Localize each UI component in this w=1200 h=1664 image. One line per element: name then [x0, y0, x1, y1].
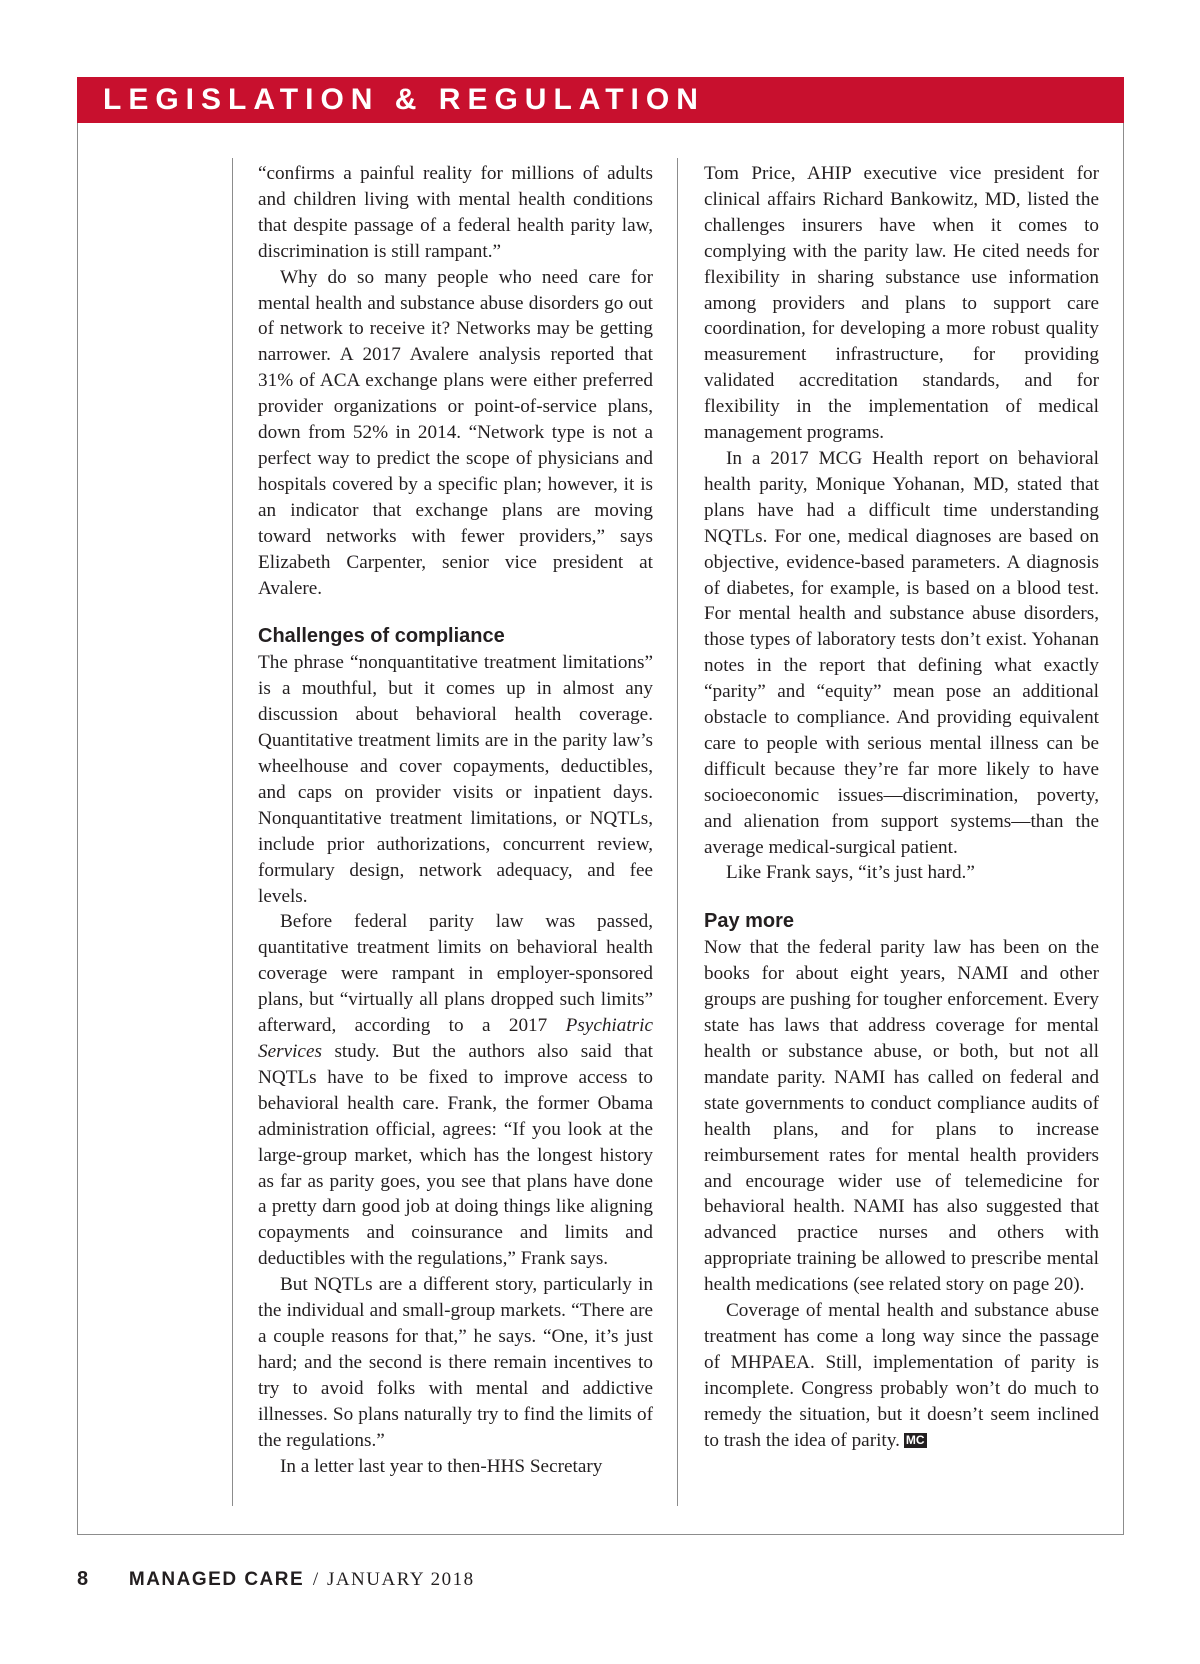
paragraph: Tom Price, AHIP executive vice president for clinical affairs Richard Bankowitz, MD, listed the challenges insurers have when it comes to complying with the parity law. He cited needs for flexibility in sharing substance use information among providers and plans to support care coordination, for developing a more robust quality measurement infrastructure, for providing validated accreditation standards, and for flexibility in the implementation of medical management programs. — [704, 163, 1099, 444]
page-number: 8 — [77, 1568, 89, 1590]
publication-name: MANAGED CARE — [128, 1569, 305, 1590]
paragraph: But NQTLs are a different story, particularly in the individual and small-group markets. “There are a couple reasons for that,” he says. “One, it’s just hard; and the second is there remain incentives to try to avoid folks with mental and addictive illnesses. So plans naturally try to find the limits of the regulations.” — [258, 1274, 653, 1451]
end-of-article-mark: MC — [905, 1432, 925, 1447]
subheading-challenges-of-compliance: Challenges of compliance — [258, 625, 505, 648]
page-footer — [77, 1566, 475, 1592]
issue-date: JANUARY 2018 — [326, 1569, 475, 1590]
column-rule-middle — [677, 158, 678, 1506]
article-column-left — [258, 161, 653, 1479]
footer-separator: / — [312, 1569, 319, 1590]
paragraph: In a 2017 MCG Health report on behavioral health parity, Monique Yohanan, MD, stated that plans have had a difficult time understanding NQTLs. For one, medical diagnoses are based on objective, evidence-based parameters. A diagnosis of diabetes, for example, is based on a blood test. For mental health and substance abuse disorders, those types of laboratory tests don’t exist. Yohanan notes in the report that defining what exactly “parity” and “equity” mean pose an additional obstacle to compliance. And providing equivalent care to people with serious mental illness can be difficult because they’re far more likely to have socioeconomic issues—discrimination, poverty, and alienation from support systems—than the average medical-surgical patient. — [704, 447, 1099, 858]
paragraph: Now that the federal parity law has been on the books for about eight years, NAMI and other groups are pushing for tougher enforcement. Every state has laws that address coverage for mental health or substance abuse, or both, but not all mandate parity. NAMI has called on federal and state governments to conduct compliance audits of health plans, and for plans to increase reimbursement rates for mental health providers and encourage wider use of telemedicine for behavioral health. NAMI has also suggested that advanced practice nurses and others with appropriate training be allowed to prescribe mental health medications (see related story on page 20). — [704, 937, 1099, 1296]
journal-title: Psychiatric Services — [258, 1015, 653, 1062]
paragraph-with-citation — [258, 909, 653, 1272]
paragraph-text: Coverage of mental health and substance abuse treatment has come a long way since the passage of MHPAEA. Still, implementation of parity is incomplete. Congress probably won’t do much to remedy the situation, but it doesn’t seem inclined to trash the idea of parity. — [704, 1300, 1099, 1451]
section-title: LEGISLATION & REGULATION — [103, 83, 705, 116]
paragraph: Like Frank says, “it’s just hard.” — [726, 862, 975, 884]
paragraph: The phrase “nonquantitative treatment limitations” is a mouthful, but it comes up in almost any discussion about behavioral health coverage. Quantitative treatment limits are in the parity law’s wheelhouse and cover copayments, deductibles, and caps on provider visits or inpatient days. Nonquantitative treatment limitations, or NQTLs, include prior authorizations, concurrent review, formulary design, network adequacy, and fee levels. — [258, 652, 653, 907]
paragraph: Why do so many people who need care for mental health and substance abuse disorders go out of network to receive it? Networks may be getting narrower. A 2017 Avalere analysis reported that 31% of ACA exchange plans were either preferred provider organizations or point-of-service plans, down from 52% in 2014. “Network type is not a perfect way to predict the scope of physicians and hospitals covered by a specific plan; however, it is an indicator that exchange plans are moving toward networks with fewer providers,” says Elizabeth Carpenter, senior vice president at Avalere. — [258, 266, 653, 599]
paragraph: In a letter last year to then-HHS Secretary — [280, 1455, 603, 1477]
section-banner — [77, 77, 1124, 123]
paragraph: “confirms a painful reality for millions of adults and children living with mental health conditions that despite passage of a federal health parity law, discrimination is still rampant.” — [258, 163, 653, 262]
column-rule-left — [232, 158, 233, 1506]
paragraph-text: study. But the authors also said that NQTLs have to be fixed to improve access to behavioral health care. Frank, the former Obama administration official, agrees: “If you look at the large-group market, which has the longest history as far as parity goes, you see that plans have done a pretty darn good job at doing things like aligning copayments and coinsurance and limits and deductibles with the regulations,” Frank says. — [258, 1041, 653, 1270]
article-column-right — [704, 161, 1099, 1454]
paragraph-final — [704, 1298, 1099, 1453]
paragraph-text: Before federal parity law was passed, quantitative treatment limits on behavioral health coverage were rampant in employer-sponsored plans, but “virtually all plans dropped such limits” afterward, according to a 2017 — [258, 911, 653, 1037]
subheading-pay-more: Pay more — [704, 910, 795, 933]
